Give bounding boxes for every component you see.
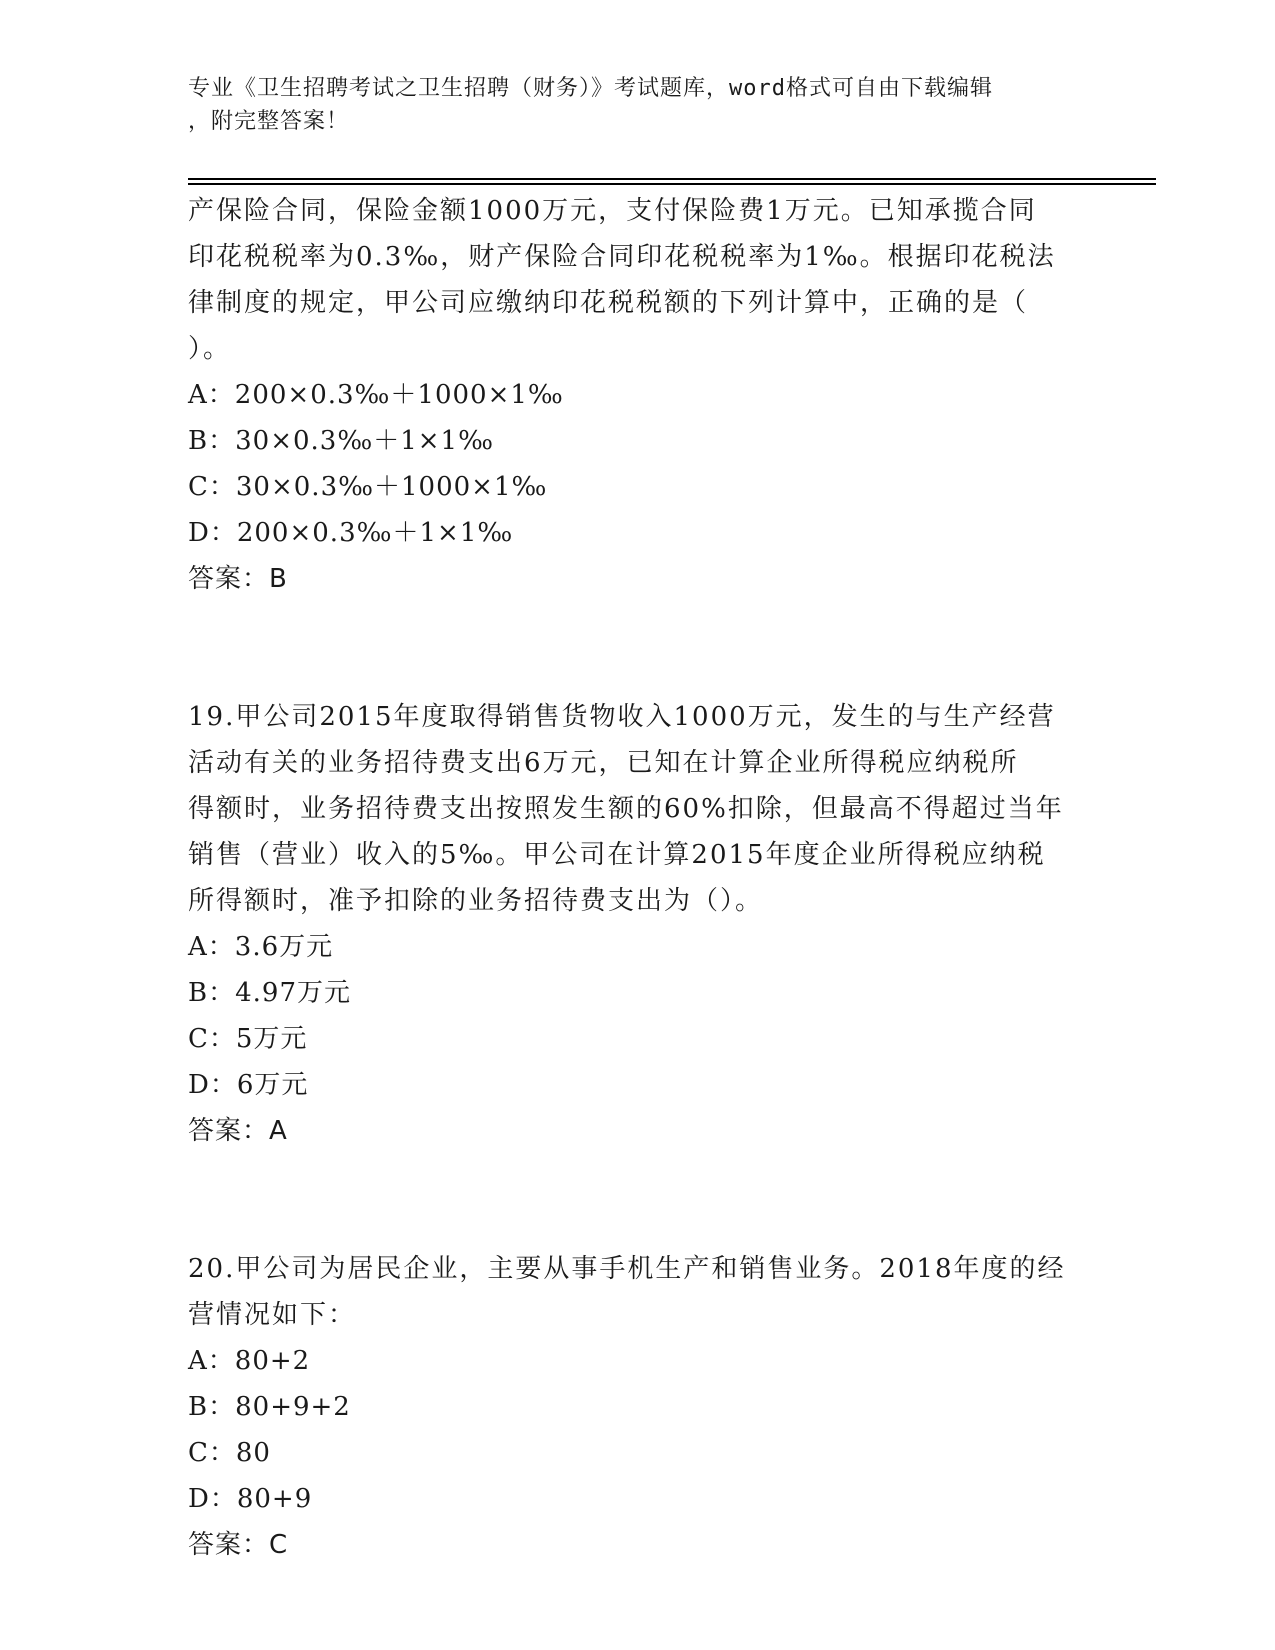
- question-text-line: 所得额时，准予扣除的业务招待费支出为（）。: [188, 886, 764, 916]
- option-d: D：80+9: [188, 1484, 313, 1514]
- option-a: A：3.6万元: [188, 932, 334, 962]
- option-b: B：80+9+2: [188, 1392, 351, 1422]
- question-20: [188, 1246, 1088, 1568]
- answer-label: 答案：B: [188, 564, 288, 594]
- option-d: D：200×0.3‰＋1×1‰: [188, 518, 514, 548]
- question-spacer: [188, 602, 1088, 694]
- option-a: A：200×0.3‰＋1000×1‰: [188, 380, 564, 410]
- question-text-line: 20.甲公司为居民企业，主要从事手机生产和销售业务。2018年度的经: [188, 1254, 1066, 1284]
- question-text-line: ）。: [188, 334, 232, 364]
- question-18-continued: [188, 188, 1088, 602]
- answer-label: 答案：C: [188, 1530, 289, 1560]
- option-b: B：30×0.3‰＋1×1‰: [188, 426, 494, 456]
- header-rule-bottom: [188, 183, 1156, 185]
- question-text-line: 印花税税率为0.3‰，财产保险合同印花税税率为1‰。根据印花税法: [188, 242, 1056, 272]
- document-body: [188, 188, 1088, 1568]
- question-text-line: 营情况如下：: [188, 1300, 357, 1330]
- option-c: C：30×0.3‰＋1000×1‰: [188, 472, 548, 502]
- question-text-line: 活动有关的业务招待费支出6万元，已知在计算企业所得税应纳税所: [188, 748, 1019, 778]
- option-a: A：80+2: [188, 1346, 311, 1376]
- option-c: C：80: [188, 1438, 271, 1468]
- question-19: [188, 694, 1088, 1154]
- question-text-line: 销售（营业）收入的5‰。甲公司在计算2015年度企业所得税应纳税: [188, 840, 1046, 870]
- document-header: 专业《卫生招聘考试之卫生招聘（财务）》考试题库，word格式可自由下载编辑 ，附完整答案！: [188, 76, 993, 134]
- option-c: C：5万元: [188, 1024, 308, 1054]
- question-text-line: 律制度的规定，甲公司应缴纳印花税税额的下列计算中，正确的是（: [188, 288, 1029, 318]
- answer-label: 答案：A: [188, 1116, 288, 1146]
- header-rule-top: [188, 178, 1156, 180]
- option-d: D：6万元: [188, 1070, 309, 1100]
- question-spacer: [188, 1154, 1088, 1246]
- question-text-line: 19.甲公司2015年度取得销售货物收入1000万元，发生的与生产经营: [188, 702, 1056, 732]
- option-b: B：4.97万元: [188, 978, 351, 1008]
- question-text-line: 得额时，业务招待费支出按照发生额的60%扣除，但最高不得超过当年: [188, 794, 1064, 824]
- question-text-line: 产保险合同，保险金额1000万元，支付保险费1万元。已知承揽合同: [188, 196, 1037, 226]
